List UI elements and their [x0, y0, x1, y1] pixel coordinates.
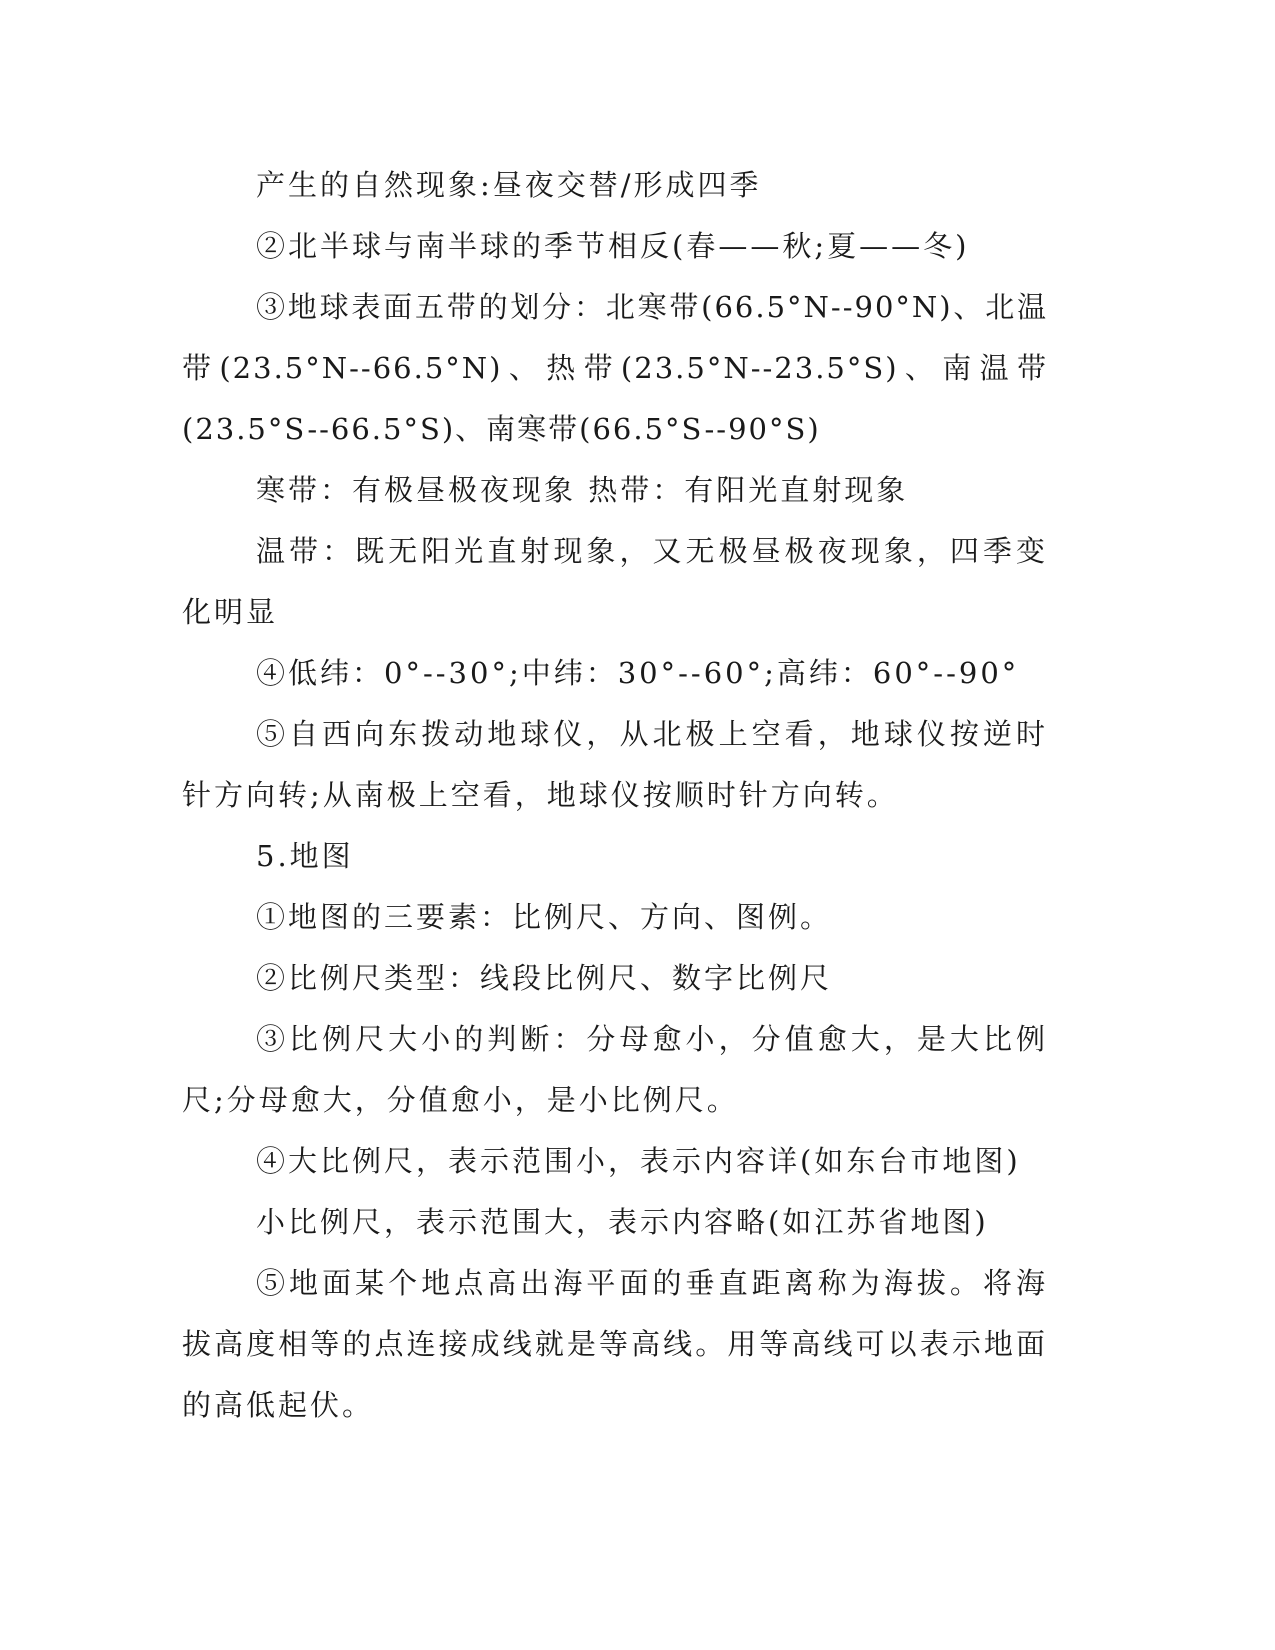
paragraph-contour-lines: ⑤地面某个地点高出海平面的垂直距离称为海拔。将海拔高度相等的点连接成线就是等高线。用等高线可以表示地面的高低起伏。	[182, 1266, 1048, 1422]
paragraph-temperate: 温带：既无阳光直射现象，又无极昼极夜现象，四季变化明显	[182, 534, 1048, 629]
paragraph-globe-rotation: ⑤自西向东拨动地球仪，从北极上空看，地球仪按逆时针方向转;从南极上空看，地球仪按顺时针方向转。	[182, 717, 1048, 812]
paragraph-scale-judgement: ③比例尺大小的判断：分母愈小，分值愈大，是大比例尺;分母愈大，分值愈小，是小比例尺。	[182, 1022, 1048, 1117]
document-body	[182, 155, 1048, 1436]
paragraph-seasons-opposite: ②北半球与南半球的季节相反(春——秋;夏——冬)	[256, 229, 970, 263]
paragraph-small-scale: 小比例尺，表示范围大，表示内容略(如江苏省地图)	[256, 1205, 989, 1239]
paragraph-five-zones: ③地球表面五带的划分：北寒带(66.5°N--90°N)、北温带(23.5°N--66.5°N)、热带(23.5°N--23.5°S)、南温带(23.5°S--66.5°S)、南寒带(66.5°S--90°S)	[182, 290, 1048, 446]
paragraph-latitudes: ④低纬：0°--30°;中纬：30°--60°;高纬：60°--90°	[256, 656, 1020, 690]
section-heading-maps: 5.地图	[256, 839, 354, 873]
paragraph-natural-phenomena: 产生的自然现象:昼夜交替/形成四季	[256, 168, 762, 202]
paragraph-map-elements: ①地图的三要素：比例尺、方向、图例。	[256, 900, 833, 934]
paragraph-scale-types: ②比例尺类型：线段比例尺、数字比例尺	[256, 961, 833, 995]
paragraph-large-scale: ④大比例尺，表示范围小，表示内容详(如东台市地图)	[256, 1144, 1021, 1178]
paragraph-frigid-tropical: 寒带：有极昼极夜现象 热带：有阳光直射现象	[256, 473, 909, 507]
